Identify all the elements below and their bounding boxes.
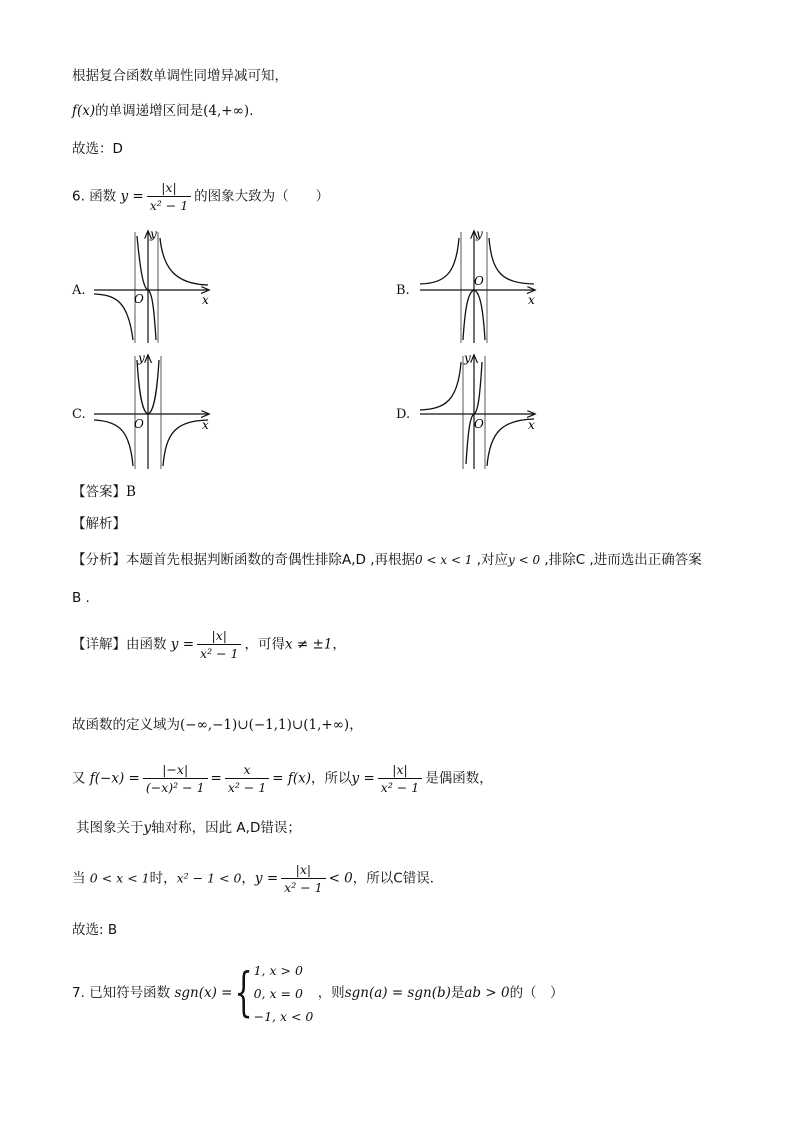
origin-label: O [134,292,144,306]
origin-label: O [474,417,484,431]
math-rhs: = f(x) [272,770,312,787]
paragraph-text: 是 [450,985,465,1001]
text-line [72,139,123,159]
fraction [378,762,422,795]
question-number: 6. [72,188,85,205]
fraction-denominator: x² − 1 [380,780,420,795]
paragraph-text: 本题首先根据判断函数的奇偶性排除A,D ,再根据 [126,552,416,568]
domain-line [72,715,363,735]
fraction-numerator: |x| [197,628,241,645]
math-condition: ab > 0 [464,985,510,1001]
fraction-denominator: x² − 1 [284,880,323,895]
paragraph-text: B . [72,590,90,606]
text-line [72,66,288,86]
math-fx: f(x) [72,103,96,119]
paragraph-text: 轴对称，因此 A,D错误； [151,820,301,836]
fraction-numerator: |−x| [143,762,208,779]
fraction [147,180,191,213]
y-axis-label: y [150,227,157,241]
fraction-denominator: x² − 1 [200,646,239,661]
paragraph-text: ，则 [317,985,345,1001]
brace-glyph: { [233,963,253,1023]
option-c-label: C. [72,407,86,422]
punctuation: ， [332,636,346,653]
fraction [143,762,208,795]
y-axis-label: y [138,351,145,365]
question-7 [72,958,564,1028]
math-lhs: y = [170,636,195,653]
math-lhs: f(−x) = [89,770,140,787]
case-2: 0, x = 0 [253,985,303,1001]
answer-tag: 【答案】 [72,484,126,500]
math-expr: sgn(a) = sgn(b) [344,985,451,1001]
answer-value: B [126,484,136,500]
y-axis-label: y [464,351,471,365]
punctuation: ， [241,870,255,887]
option-a-label: A. [72,283,86,298]
graph-c [90,352,220,472]
fraction-denominator: x² − 1 [227,780,267,795]
math-condition: 0 < x < 1 [415,553,473,567]
paragraph-text: 的单调递增区间是 [95,103,204,119]
punctuation: . [249,103,254,119]
analysis-tag: 【解析】 [72,516,126,532]
math-lhs: y = [120,188,144,205]
origin-label: O [134,417,144,431]
question-text: 函数 [89,188,117,205]
fraction-numerator: |x| [147,180,191,197]
math-eq: = [210,770,222,787]
paragraph-text: ,排除C ,进而选出正确答案 [540,552,702,568]
paragraph-text: ,对应 [472,552,509,568]
fraction [225,762,269,795]
math-lhs: sgn(x) = [174,985,233,1001]
question-text: 的图象大致为（ ） [194,188,330,205]
x-axis-label: x [528,418,535,432]
xiangjie-tag: 【详解】 [72,636,126,653]
math-lhs: y = [254,870,279,887]
question-number: 7. [72,985,85,1001]
fenxi-line-2 [72,588,90,608]
case-3: −1, x < 0 [253,1008,314,1024]
answer-line [72,482,136,502]
math-condition: x ≠ ±1 [284,636,333,653]
xiangjie-line [72,628,346,661]
fraction [197,628,241,661]
fraction-numerator: |x| [281,862,325,879]
even-line [72,762,493,795]
punctuation: ， [349,717,363,733]
x-axis-label: x [202,293,209,307]
y-axis-label: y [476,227,483,241]
math-condition: 0 < x < 1 [89,870,150,886]
paragraph-text: 时， [149,870,177,887]
paragraph-text: 的（ ） [509,985,564,1001]
math-lt: < 0 [328,870,353,887]
paragraph-text: ，可得 [244,636,285,653]
paragraph-text: 当 [72,870,86,887]
paragraph-text: 故选：D [72,141,123,157]
paragraph-text: ，所以 [311,770,352,787]
graph-a [90,228,220,348]
paragraph-text: 根据复合函数单调性同增异减可知， [72,68,288,84]
fraction-denominator: x² − 1 [149,198,189,213]
option-b-label: B. [396,283,410,298]
question-text: 已知符号函数 [89,985,171,1001]
when-line [72,862,443,895]
x-axis-label: x [528,293,535,307]
analysis-heading [72,514,126,534]
paragraph-text: 又 [72,770,86,787]
fenxi-line [72,550,702,570]
fenxi-tag: 【分析】 [72,552,126,568]
case-1: 1, x > 0 [253,962,303,978]
math-condition: y < 0 [508,553,541,567]
math-domain: (−∞,−1)∪(−1,1)∪(1,+∞) [180,717,350,733]
graph-b [416,228,546,348]
math-interval: (4,+∞) [203,103,250,119]
text-line [72,101,253,121]
paragraph-text: 故选: B [72,922,118,938]
paragraph-text: 故函数的定义域为 [72,717,180,733]
math-condition: x² − 1 < 0 [176,870,242,886]
math-y: y [143,820,152,836]
paragraph-text: ，所以C错误． [352,870,444,887]
cases [254,959,314,1028]
paragraph-text: 是偶函数， [425,770,493,787]
fraction-numerator: x [225,762,269,779]
fraction-denominator: (−x)² − 1 [145,780,205,795]
fraction-numerator: |x| [378,762,422,779]
origin-label: O [474,274,484,288]
graph-d [416,352,546,472]
option-d-label: D. [396,407,411,422]
fraction [281,862,325,895]
text-line [72,920,117,940]
paragraph-text: 其图象关于 [76,820,144,836]
x-axis-label: x [202,418,209,432]
paragraph-text: 由函数 [126,636,167,653]
question-6 [72,180,329,213]
sym-line [76,818,301,838]
math-lhs: y = [351,770,375,787]
